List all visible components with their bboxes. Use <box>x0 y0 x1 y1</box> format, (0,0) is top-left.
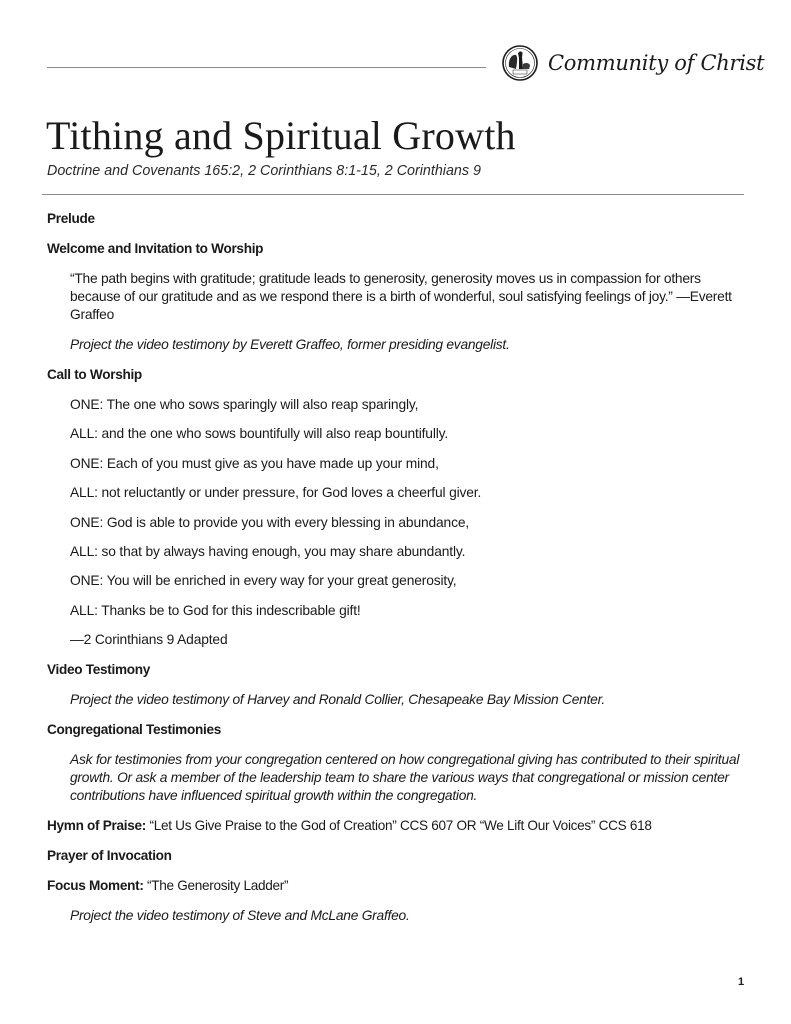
heading-prayer-of-invocation: Prayer of Invocation <box>47 847 172 863</box>
community-of-christ-logo <box>502 45 764 81</box>
org-name: Community of Christ <box>548 51 765 75</box>
peace-seal-icon <box>502 45 538 81</box>
scripture-attribution: —2 Corinthians 9 Adapted <box>70 632 228 648</box>
focus-moment-label: Focus Moment: <box>47 877 144 893</box>
welcome-quote: “The path begins with gratitude; gratitude leads to generosity, generosity moves us in compassion for others because of our gratitude and as we respond there is a birth of wonderful, soul satisfying feelings of joy.” —Everett Graffeo <box>70 271 732 322</box>
focus-moment-text: “The Generosity Ladder” <box>143 877 289 893</box>
heading-call-to-worship: Call to Worship <box>47 367 142 382</box>
responsive-line: ALL: Thanks be to God for this indescribable gift! <box>70 602 361 618</box>
scripture-references: Doctrine and Covenants 165:2, 2 Corinthians 8:1-15, 2 Corinthians 9 <box>47 163 481 179</box>
hymn-of-praise-text: “Let Us Give Praise to the God of Creation” CCS 607 OR “We Lift Our Voices” CCS 618 <box>146 817 652 833</box>
heading-congregational-testimonies: Congregational Testimonies <box>47 721 221 737</box>
page-number: 1 <box>738 976 745 988</box>
hymn-of-praise <box>47 817 747 835</box>
title-divider <box>42 194 744 195</box>
responsive-line: ONE: God is able to provide you with every blessing in abundance, <box>70 514 470 530</box>
focus-moment <box>47 877 747 895</box>
responsive-line: ONE: You will be enriched in every way for your great generosity, <box>70 573 457 589</box>
responsive-line: ONE: Each of you must give as you have made up your mind, <box>70 455 439 471</box>
worship-order <box>47 210 747 937</box>
focus-moment-instruction: Project the video testimony of Steve and McLane Graffeo. <box>70 907 410 923</box>
welcome-instruction: Project the video testimony by Everett Graffeo, former presiding evangelist. <box>70 337 510 352</box>
heading-video-testimony: Video Testimony <box>47 661 151 677</box>
hymn-of-praise-label: Hymn of Praise: <box>47 817 146 833</box>
header-divider <box>47 67 486 68</box>
heading-welcome: Welcome and Invitation to Worship <box>47 241 264 256</box>
responsive-line: ALL: and the one who sows bountifully will also reap bountifully. <box>70 426 449 442</box>
heading-prelude: Prelude <box>47 211 95 226</box>
page-title: Tithing and Spiritual Growth <box>46 113 516 158</box>
responsive-line: ALL: so that by always having enough, you may share abundantly. <box>70 543 466 559</box>
responsive-line: ALL: not reluctantly or under pressure, for God loves a cheerful giver. <box>70 485 482 501</box>
congregational-testimonies-instruction: Ask for testimonies from your congregation centered on how congregational giving has contributed to their spiritual growth. Or ask a member of the leadership team to share the various ways that congregational or mission center contributions have influenced spiritual growth within the congregation. <box>70 751 740 803</box>
video-testimony-instruction: Project the video testimony of Harvey and Ronald Collier, Chesapeake Bay Mission Center. <box>70 691 606 707</box>
responsive-line: ONE: The one who sows sparingly will also reap sparingly, <box>70 397 419 412</box>
